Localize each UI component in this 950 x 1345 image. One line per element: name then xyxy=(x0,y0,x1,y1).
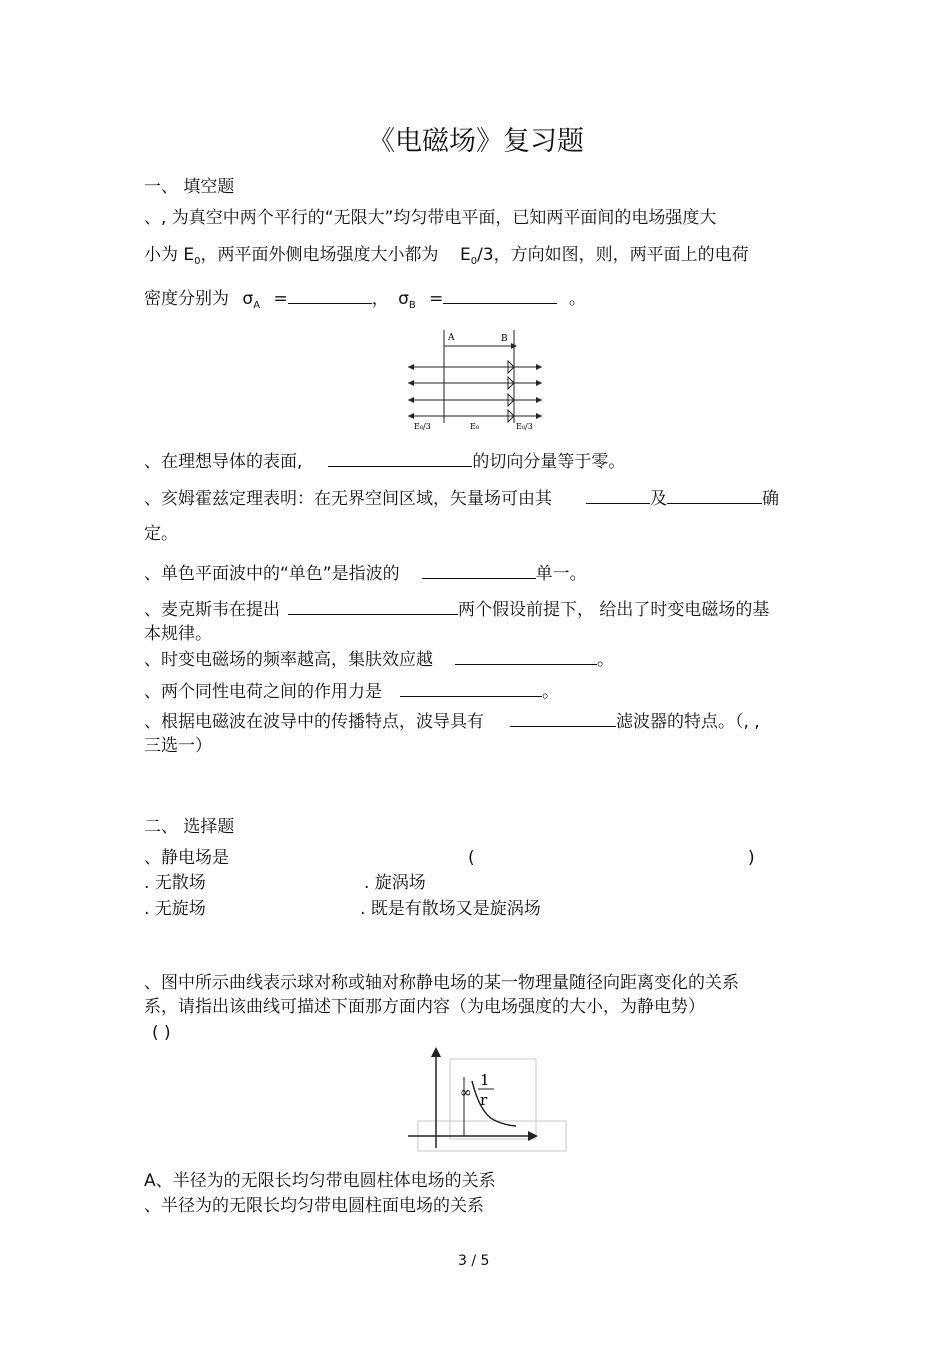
y-axis-arrow xyxy=(431,1047,441,1057)
q3-mid: 及 xyxy=(650,489,667,509)
parallel-planes-figure xyxy=(400,325,560,435)
sub-b: B xyxy=(408,300,416,311)
choice-q1-option-a: . 无散场 xyxy=(144,873,206,893)
q4-line xyxy=(144,562,587,585)
answer-blank-q7 xyxy=(400,680,542,697)
choice-q2-option-a: A、半径为的无限长均匀带电圆柱体电场的关系 xyxy=(144,1171,496,1191)
inverse-r-curve xyxy=(472,1081,516,1126)
q1-sub-0b: 0 xyxy=(470,256,478,267)
q2-after: 的切向分量等于零。 xyxy=(472,452,626,472)
page-number: 3 / 5 xyxy=(458,1253,490,1269)
sigma-a-symbol: σ xyxy=(242,289,254,309)
field-label-middle: E₀ xyxy=(470,422,480,431)
choice-q1-paren-open: ( xyxy=(468,848,475,868)
q4-after: 单一。 xyxy=(535,564,587,584)
q8-before: 、根据电磁波在波导中的传播特点，波导具有 xyxy=(144,712,484,732)
q5-line1 xyxy=(144,598,769,621)
answer-blank-sigma-a xyxy=(288,287,372,304)
q4-before: 、单色平面波中的“单色”是指波的 xyxy=(144,564,400,584)
q1-line2-d: /3，方向如图，则，两平面上的电荷 xyxy=(477,245,749,265)
q5-line2: 本规律。 xyxy=(144,624,212,644)
choice-q1-paren-close: ) xyxy=(748,848,755,868)
figure-frame xyxy=(418,1059,566,1151)
q1-line2-a: 小为 E xyxy=(144,245,195,265)
infinity-symbol: ∞ xyxy=(460,1085,472,1101)
q6-before: 、时变电磁场的频率越高，集肤效应越 xyxy=(144,650,433,670)
q1-line3 xyxy=(144,287,586,313)
q1-period: 。 xyxy=(568,289,586,309)
q6-after: 。 xyxy=(597,650,614,670)
q1-line3-a: 密度分别为 xyxy=(144,289,229,309)
section-heading-fill-in: 一、 填空题 xyxy=(144,177,235,197)
q1-line2-c: E xyxy=(459,245,471,265)
q8-line2: 三选一） xyxy=(144,736,212,756)
choice-q1-stem: 、静电场是 xyxy=(144,848,229,868)
answer-blank-q8 xyxy=(510,710,616,727)
q5-after: 两个假设前提下， 给出了时变电磁场的基 xyxy=(458,600,770,620)
answer-blank-q5 xyxy=(288,598,458,615)
q1-line1: 、, 为真空中两个平行的“无限大”均匀带电平面，已知两平面间的电场强度大 xyxy=(144,208,717,228)
fraction-denominator: r xyxy=(480,1091,488,1109)
choice-q2-option-b: 、半径为的无限长均匀带电圆柱面电场的关系 xyxy=(144,1196,484,1216)
q3-line2: 定。 xyxy=(144,524,178,544)
q7-after: 。 xyxy=(542,682,559,702)
fraction-numerator: 1 xyxy=(480,1071,490,1089)
answer-blank-q6 xyxy=(455,648,597,665)
answer-blank-q3a xyxy=(586,487,650,504)
q2-before: 、在理想导体的表面, xyxy=(144,452,303,472)
section-heading-choice: 二、 选择题 xyxy=(144,817,235,837)
sigma-b-symbol: σ xyxy=(398,289,409,309)
answer-blank-q4 xyxy=(422,562,536,579)
q3-after: 确 xyxy=(762,489,779,509)
field-label-left: E₀/3 xyxy=(414,422,431,431)
answer-blank-q3b xyxy=(667,487,762,504)
inverse-r-curve-figure xyxy=(400,1045,570,1165)
equals-b: = xyxy=(429,289,444,309)
field-arrowheads xyxy=(408,361,542,422)
choice-q1-option-b: . 旋涡场 xyxy=(364,873,426,893)
sub-a: A xyxy=(253,300,261,311)
q2-line xyxy=(144,450,625,473)
answer-blank-q2 xyxy=(328,450,472,467)
field-lines xyxy=(408,367,542,416)
q7-before: 、两个同性电荷之间的作用力是 xyxy=(144,682,382,702)
q8-after: 滤波器的特点。（, , xyxy=(616,712,760,732)
choice-q2-line1: 、图中所示曲线表示球对称或轴对称静电场的某一物理量随径向距离变化的关系 xyxy=(144,973,739,993)
q5-before: 、麦克斯韦在提出 xyxy=(144,600,280,620)
field-label-right: E₀/3 xyxy=(516,422,533,431)
q8-line1 xyxy=(144,710,760,733)
q1-line2-b: ，两平面外侧电场强度大小都为 xyxy=(200,245,439,265)
q1-sub-0: 0 xyxy=(194,256,201,267)
equals-a: = xyxy=(273,289,288,309)
q6-line xyxy=(144,648,614,671)
q3-line1 xyxy=(144,487,779,510)
choice-q1-option-c: . 无旋场 xyxy=(144,899,206,919)
answer-blank-sigma-b xyxy=(443,287,557,304)
choice-q2-line2: 系，请指出该曲线可描述下面那方面内容（为电场强度的大小，为静电势） xyxy=(144,997,705,1017)
choice-q1-option-d: . 既是有散场又是旋涡场 xyxy=(360,899,541,919)
page-title: 《电磁场》复习题 xyxy=(368,126,584,157)
q3-before: 、亥姆霍兹定理表明：在无界空间区域，矢量场可由其 xyxy=(144,489,552,509)
q7-line xyxy=(144,680,559,703)
q1-line2 xyxy=(144,244,749,269)
choice-q2-paren: ( ) xyxy=(152,1023,171,1043)
plane-label-b: B xyxy=(501,334,508,344)
plane-label-a: A xyxy=(448,333,455,343)
q1-comma: ， xyxy=(371,289,389,309)
